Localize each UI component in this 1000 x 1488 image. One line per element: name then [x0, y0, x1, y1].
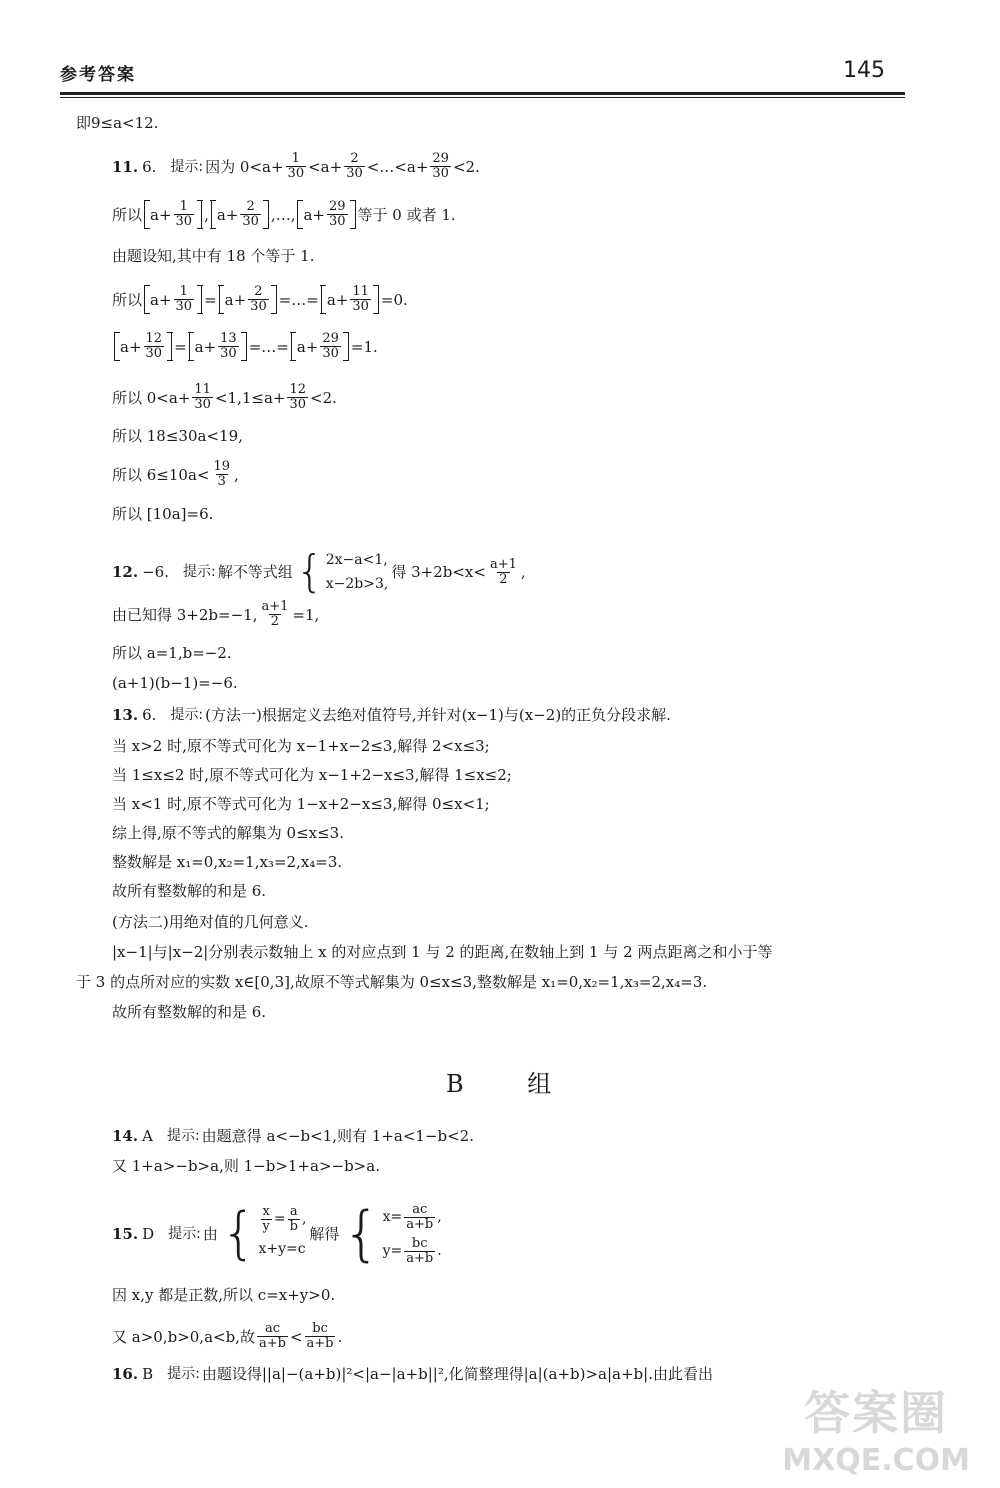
- q15-hint-label: 提示:: [168, 1226, 201, 1242]
- q12-line-2: 由已知得 3+2b=−1, $\frac{a+1}{2}$ =1,: [112, 599, 320, 629]
- floor-bracket: a+ $\frac{12}{30}$: [114, 332, 172, 361]
- header-rule-thin: [60, 97, 905, 98]
- fraction: $\frac{bc}{a+b}$: [306, 1321, 334, 1351]
- q13-line-6: 整数解是 x₁=0,x₂=1,x₃=2,x₄=3.: [112, 853, 343, 871]
- left-brace: {: [295, 546, 324, 597]
- q14-line-1: 14. A 提示: 由题意得 a<−b<1,则有 1+a<1−b<2.: [112, 1127, 474, 1145]
- fraction: $\frac{1}{30}$: [287, 151, 305, 181]
- q16-number: 16.: [112, 1365, 139, 1383]
- q11-line-8: 所以 6≤10a< $\frac{19}{3}$ ,: [112, 459, 239, 489]
- q11-line-5: a+ $\frac{12}{30}$ = a+ $\frac{13}{30}$ =…= a+ $\frac{29}{30}$ =1.: [112, 332, 378, 361]
- q13-line-5: 综上得,原不等式的解集为 0≤x≤3.: [112, 824, 344, 842]
- q13-number: 13.: [112, 706, 139, 724]
- q11-line-2: 所以 a+ $\frac{1}{30}$ , a+ $\frac{2}{30}$ ,…, a+ $\frac{29}{30}$ 等于 0 或者 1.: [112, 199, 456, 229]
- floor-bracket: a+ $\frac{13}{30}$: [189, 332, 247, 361]
- q12-number: 12.: [112, 563, 139, 581]
- q12-hint-label: 提示:: [183, 564, 216, 580]
- floor-bracket: a+ $\frac{29}{30}$: [297, 200, 355, 229]
- q12-line-1: 12. −6. 提示: 解不等式组 { 2x−a<1, x−2b>3, 得 3+2b<x< $\frac{a+1}{2}$ ,: [112, 546, 526, 597]
- floor-bracket: a+ $\frac{1}{30}$: [144, 285, 202, 314]
- q12-line-4: (a+1)(b−1)=−6.: [112, 674, 238, 692]
- q13-line-3: 当 1≤x≤2 时,原不等式可化为 x−1+2−x≤3,解得 1≤x≤2;: [112, 766, 512, 784]
- q13-line-1: 13. 6. 提示: (方法一)根据定义去绝对值符号,并针对(x−1)与(x−2)的正负分段求解.: [112, 706, 671, 724]
- q11-line-1: 11. 6. 提示: 因为 0<a+ $\frac{1}{30}$ <a+ $\frac{2}{30}$ <…<a+ $\frac{29}{30}$ <2.: [112, 151, 480, 181]
- q12-answer: −6.: [142, 563, 169, 581]
- q15-line-2: 因 x,y 都是正数,所以 c=x+y>0.: [112, 1286, 336, 1304]
- q15-line-1: 15. D 提示: 由 { $\frac{x}{y}$ = $\frac{a}{b}$ , x+y=c 解得 { x= $\frac{ac}{a+b}$ , y= $\frac{bc}{a+b}$ .: [112, 1199, 442, 1269]
- fraction: $\frac{29}{30}$: [432, 151, 449, 181]
- q14-answer: A: [142, 1127, 153, 1145]
- fraction: $\frac{a+1}{2}$: [261, 599, 289, 629]
- q14-line-2: 又 1+a>−b>a,则 1−b>1+a>−b>a.: [112, 1157, 380, 1175]
- q13-hint-label: 提示:: [170, 707, 204, 723]
- left-brace: {: [342, 1199, 381, 1269]
- q11-answer: 6.: [142, 157, 157, 176]
- floor-bracket: a+ $\frac{1}{30}$: [144, 200, 202, 229]
- q11-line-6: 所以 0<a+ $\frac{11}{30}$ <1,1≤a+ $\frac{12}{30}$ <2.: [112, 382, 337, 412]
- fraction: $\frac{19}{3}$: [213, 459, 231, 489]
- q15-number: 15.: [112, 1225, 139, 1243]
- q16-hint-label: 提示:: [167, 1366, 200, 1382]
- q13-line-9: |x−1|与|x−2|分别表示数轴上 x 的对应点到 1 与 2 的距离,在数轴上到 1 与 2 两点距离之和小于等: [112, 943, 773, 961]
- floor-bracket: a+ $\frac{11}{30}$: [321, 285, 379, 314]
- q13-line-7: 故所有整数解的和是 6.: [112, 882, 267, 900]
- fraction: $\frac{11}{30}$: [194, 382, 211, 412]
- q12-line-3: 所以 a=1,b=−2.: [112, 644, 232, 662]
- q16-answer: B: [142, 1365, 154, 1383]
- fraction: $\frac{ac}{a+b}$: [258, 1321, 286, 1351]
- fraction: $\frac{12}{30}$: [289, 382, 307, 412]
- watermark-url: MXQE.COM: [782, 1443, 970, 1478]
- floor-bracket: a+ $\frac{2}{30}$: [219, 285, 277, 314]
- q11-number: 11.: [112, 157, 139, 176]
- q13-line-11: 故所有整数解的和是 6.: [112, 1003, 267, 1021]
- watermark: [782, 1377, 970, 1478]
- q11-line-9: 所以 [10a]=6.: [112, 505, 214, 523]
- q11-line-4: 所以 a+ $\frac{1}{30}$ = a+ $\frac{2}{30}$ =…= a+ $\frac{11}{30}$ =0.: [112, 284, 408, 314]
- fraction: $\frac{a+1}{2}$: [489, 556, 517, 587]
- section-header: 参考答案: [60, 65, 136, 85]
- group-b-heading: B 组: [446, 1070, 580, 1098]
- q13-line-2: 当 x>2 时,原不等式可化为 x−1+x−2≤3,解得 2<x≤3;: [112, 737, 490, 755]
- q15-line-3: 又 a>0,b>0,a<b,故 $\frac{ac}{a+b}$ < $\frac{bc}{a+b}$ .: [112, 1321, 343, 1351]
- q16-line-1: 16. B 提示: 由题设得||a|−(a+b)|²<|a−|a+b||²,化简整理得|a|(a+b)>a|a+b|.由此看出: [112, 1365, 713, 1383]
- watermark-logo: 答案圈: [804, 1386, 949, 1440]
- fraction: $\frac{2}{30}$: [346, 151, 363, 181]
- q11-line-7: 所以 18≤30a<19,: [112, 427, 243, 445]
- floor-bracket: a+ $\frac{2}{30}$: [211, 200, 269, 229]
- q13-line-10: 于 3 的点所对应的实数 x∈[0,3],故原不等式解集为 0≤x≤3,整数解是 x₁=0,x₂=1,x₃=2,x₄=3.: [76, 973, 708, 991]
- header-rule-thick: [60, 92, 905, 95]
- continuation-line: 即9≤a<12.: [76, 114, 159, 132]
- inequality-system: { 2x−a<1, x−2b>3,: [295, 546, 389, 597]
- q15-answer: D: [142, 1225, 155, 1243]
- solution-system: { x= $\frac{ac}{a+b}$ , y= $\frac{bc}{a+b}$ .: [342, 1199, 442, 1269]
- floor-bracket: a+ $\frac{29}{30}$: [291, 332, 349, 361]
- equation-system: { $\frac{x}{y}$ = $\frac{a}{b}$ , x+y=c: [220, 1201, 307, 1266]
- page-number: 145: [843, 58, 885, 83]
- q11-hint-label: 提示:: [170, 158, 204, 175]
- q14-number: 14.: [112, 1127, 139, 1145]
- q11-line-3: 由题设知,其中有 18 个等于 1.: [112, 247, 315, 265]
- q14-hint-label: 提示:: [166, 1128, 200, 1144]
- left-brace: {: [220, 1201, 257, 1266]
- q13-line-8: (方法二)用绝对值的几何意义.: [112, 913, 309, 931]
- q13-answer: 6.: [142, 706, 157, 724]
- q13-line-4: 当 x<1 时,原不等式可化为 1−x+2−x≤3,解得 0≤x<1;: [112, 795, 490, 813]
